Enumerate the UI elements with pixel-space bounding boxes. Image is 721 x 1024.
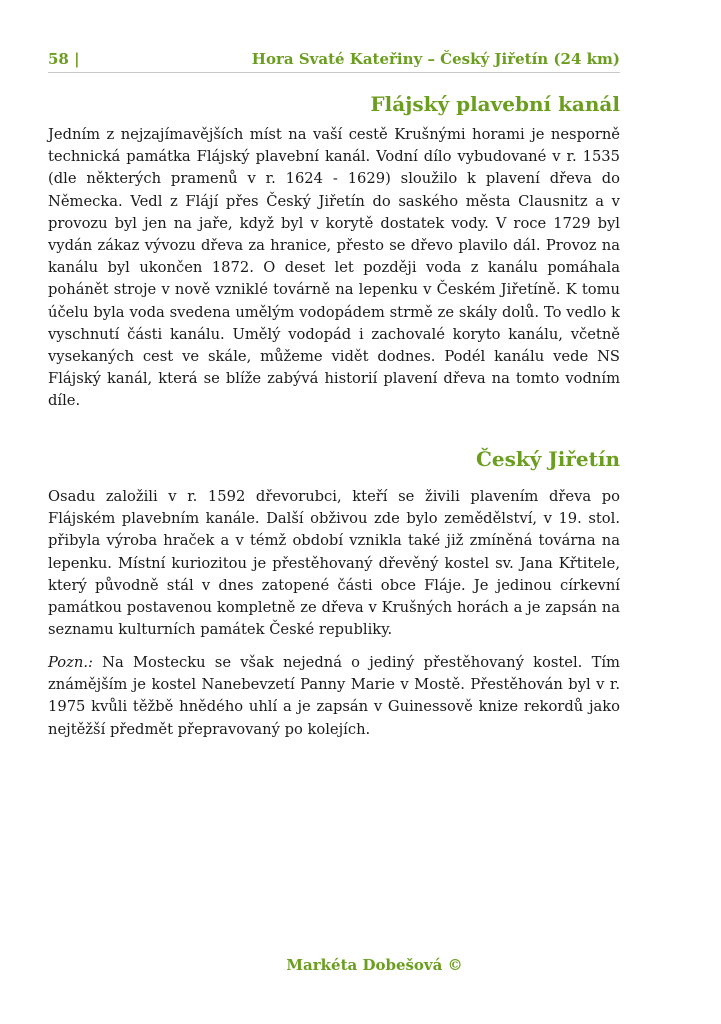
section-heading-flajsky-kanal: Flájský plavební kanál	[370, 92, 620, 116]
page-footer	[0, 956, 721, 974]
paragraph-cesky-jiretin: Osadu založili v r. 1592 dřevorubci, kteří se živili plavením dřeva po Flájském plavebním kanále. Další obživou zde bylo zemědělství, v 19. stol. přibyla výroba hraček a v témž období vznikla také již zmíněná továrna na lepenku. Místní kuriozitou je přestěhovaný dřevěný kostel sv. Jana Křtitele, který původně stál v dnes zatopené části obce Fláje. Je jedinou církevní památkou postavenou kompletně ze dřeva v Krušných horách a je zapsán na seznamu kulturních památek České republiky.	[48, 488, 620, 639]
author-credit: Markéta Dobešová ©	[286, 956, 463, 974]
note-label: Pozn.:	[48, 654, 93, 671]
page-number: 58 |	[48, 50, 80, 68]
page-header	[48, 44, 620, 73]
section-heading-cesky-jiretin: Český Jiřetín	[475, 447, 620, 471]
note-paragraph	[48, 652, 620, 741]
note-text: Na Mostecku se však nejedná o jediný přestěhovaný kostel. Tím známějším je kostel Nanebevzetí Panny Marie v Mostě. Přestěhován byl v r. 1975 kvůli těžbě hnědého uhlí a je zapsán v Guinessově knize rekordů jako nejtěžší předmět přepravovaný po kolejích.	[48, 654, 620, 738]
paragraph-flajsky-kanal: Jedním z nejzajímavějších míst na vaší cestě Krušnými horami je nesporně technická památka Flájský plavební kanál. Vodní dílo vybudované v r. 1535 (dle některých pramenů v r. 1624 - 1629) sloužilo k plavení dřeva do Německa. Vedl z Flájí přes Český Jiřetín do saského města Clausnitz a v provozu byl jen na jaře, když byl v korytě dostatek vody. V roce 1729 byl vydán zákaz vývozu dřeva za hranice, přesto se dřevo plavilo dál. Provoz na kanálu byl ukončen 1872. O deset let později voda z kanálu pomáhala pohánět stroje v nově vzniklé továrně na lepenku v Českém Jiřetíně. K tomu účelu byla voda svedena umělým vodopádem strmě ze skály dolů. To vedlo k vyschnutí části kanálu. Umělý vodopád i zachovalé koryto kanálu, včetně vysekaných cest ve skále, můžeme vidět dodnes. Podél kanálu vede NS Flájský kanál, která se blíže zabývá historií plavení dřeva na tomto vodním díle.	[48, 126, 620, 410]
running-title: Hora Svaté Kateřiny – Český Jiřetín (24 km)	[251, 50, 620, 68]
